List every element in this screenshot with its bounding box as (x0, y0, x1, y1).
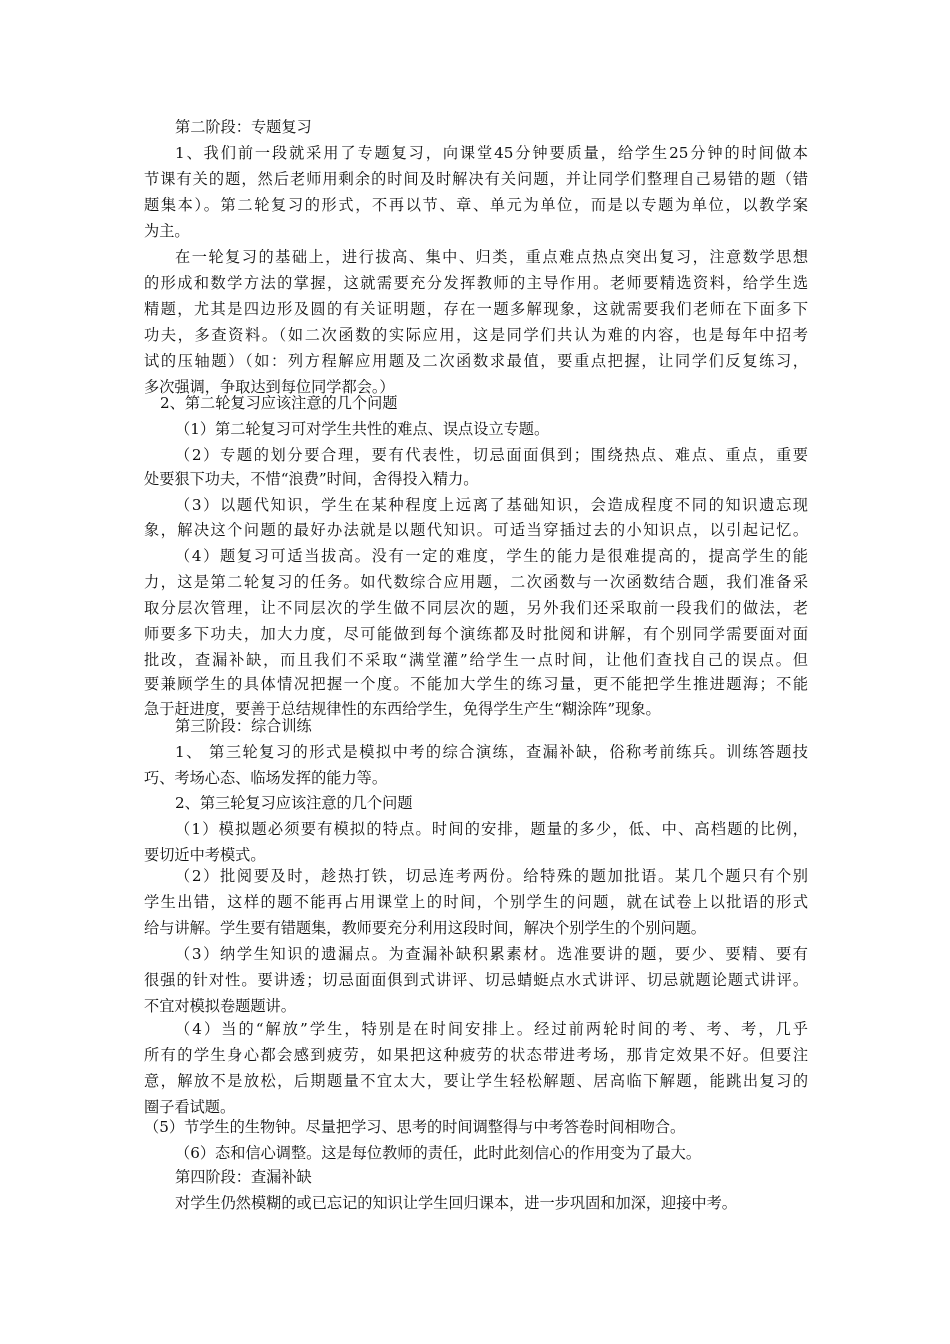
paragraph-line: 1、我们前一段就采用了专题复习，向课堂45分钟要质量，给学生25分钟的时间做本 (175, 144, 808, 162)
paragraph-line: 很强的针对性。要讲透；切忌面面俱到式讲评、切忌蜻蜓点水式讲评、切忌就题论题式讲评。 (144, 971, 808, 989)
paragraph-line: 急于赶进度，要善于总结规律性的东西给学生，免得学生产生“糊涂阵”现象。 (144, 700, 661, 718)
paragraph-line: 多次强调，争取达到每位同学都会。） (144, 378, 395, 396)
paragraph-line: 题集本）。第二轮复习的形式，不再以节、章、单元为单位，而是以专题为单位，以教学案 (144, 196, 808, 214)
list-item: （1）第二轮复习可对学生共性的难点、误点设立专题。 (175, 420, 550, 438)
list-item: （1）模拟题必须要有模拟的特点。时间的安排，题量的多少，低、中、高档题的比例， (175, 820, 808, 838)
paragraph-line: 力，这是第二轮复习的任务。如代数综合应用题，二次函数与一次函数结合题，我们准备采 (144, 573, 808, 591)
section-heading-stage-2: 第二阶段：专题复习 (175, 118, 312, 136)
paragraph-line: 意，解放不是放松，后期题量不宜太大，要让学生轻松解题、居高临下解题，能跳出复习的 (144, 1072, 808, 1090)
list-item: （5）节学生的生物钟。尽量把学习、思考的时间调整得与中考答卷时间相吻合。 (144, 1118, 686, 1136)
paragraph-line: 不宜对模拟卷题题讲。 (144, 997, 296, 1015)
list-item: （6）态和信心调整。这是每位教师的责任，此时此刻信心的作用变为了最大。 (175, 1144, 702, 1162)
paragraph-line: 处要狠下功夫，不惜“浪费”时间，舍得投入精力。 (144, 470, 479, 488)
list-item: （2）批阅要及时，趁热打铁，切忌连考两份。给特殊的题加批语。某几个题只有个别 (175, 867, 808, 885)
paragraph-line: 圈子看试题。 (144, 1098, 236, 1116)
paragraph-line: 取分层次管理，让不同层次的学生做不同层次的题，另外我们还采取前一段我们的做法，老 (144, 599, 808, 617)
paragraph-line: 要兼顾学生的具体情况把握一个度。不能加大学生的练习量，更不能把学生推进题海；不能 (144, 675, 808, 693)
paragraph-line: 精题，尤其是四边形及圆的有关证明题，存在一题多解现象，这就需要我们老师在下面多下 (144, 300, 808, 318)
paragraph-line: 节课有关的题，然后老师用剩余的时间及时解决有关问题，并让同学们整理自己易错的题（错 (144, 170, 808, 188)
paragraph-line: 为主。 (144, 222, 190, 240)
paragraph-line: 巧、考场心态、临场发挥的能力等。 (144, 769, 387, 787)
paragraph-line: 师要多下功夫，加大力度，尽可能做到每个演练都及时批阅和讲解，有个别同学需要面对面 (144, 625, 808, 643)
paragraph-line: 学生出错，这样的题不能再占用课堂上的时间，个别学生的问题，就在试卷上以批语的形式 (144, 893, 808, 911)
list-item: （4）题复习可适当拔高。没有一定的难度，学生的能力是很难提高的，提高学生的能 (175, 547, 808, 565)
paragraph-line: 对学生仍然模糊的或已忘记的知识让学生回归课本，进一步巩固和加深，迎接中考。 (175, 1194, 737, 1212)
paragraph-line: 试的压轴题）（如：列方程解应用题及二次函数求最值，要重点把握，让同学们反复练习， (144, 352, 808, 370)
paragraph-line: 给与讲解。学生要有错题集，教师要充分利用这段时间，解决个别学生的个别问题。 (144, 919, 706, 937)
paragraph-line: 的形成和数学方法的掌握，这就需要充分发挥教师的主导作用。老师要精选资料，给学生选 (144, 274, 808, 292)
subheading-stage-2-issues: 2、第二轮复习应该注意的几个问题 (160, 394, 398, 412)
paragraph-line: 象，解决这个问题的最好办法就是以题代知识。可适当穿插过去的小知识点，以引起记忆。 (144, 521, 808, 539)
section-heading-stage-3: 第三阶段：综合训练 (175, 717, 312, 735)
list-item: （4）当的“解放”学生，特别是在时间安排上。经过前两轮时间的考、考、考，几乎 (175, 1020, 808, 1038)
paragraph-line: 所有的学生身心都会感到疲劳，如果把这种疲劳的状态带进考场，那肯定效果不好。但要注 (144, 1046, 808, 1064)
paragraph-line: 功夫，多查资料。（如二次函数的实际应用，这是同学们共认为难的内容，也是每年中招考 (144, 326, 808, 344)
subheading-stage-3-issues: 2、第三轮复习应该注意的几个问题 (175, 794, 413, 812)
list-item: （2）专题的划分要合理，要有代表性，切忌面面俱到；围绕热点、难点、重点，重要 (175, 446, 808, 464)
paragraph-line: 要切近中考模式。 (144, 846, 266, 864)
list-item: （3）纳学生知识的遗漏点。为查漏补缺积累素材。选准要讲的题，要少、要精、要有 (175, 945, 808, 963)
section-heading-stage-4: 第四阶段：查漏补缺 (175, 1168, 312, 1186)
paragraph-line: 在一轮复习的基础上，进行拔高、集中、归类，重点难点热点突出复习，注意数学思想 (175, 248, 808, 266)
paragraph-line: 1、 第三轮复习的形式是模拟中考的综合演练，查漏补缺，俗称考前练兵。训练答题技 (175, 743, 808, 761)
paragraph-line: 批改，查漏补缺，而且我们不采取“满堂灌”给学生一点时间，让他们查找自己的误点。但 (144, 651, 808, 669)
list-item: （3）以题代知识，学生在某种程度上远离了基础知识，会造成程度不同的知识遗忘现 (175, 496, 808, 514)
